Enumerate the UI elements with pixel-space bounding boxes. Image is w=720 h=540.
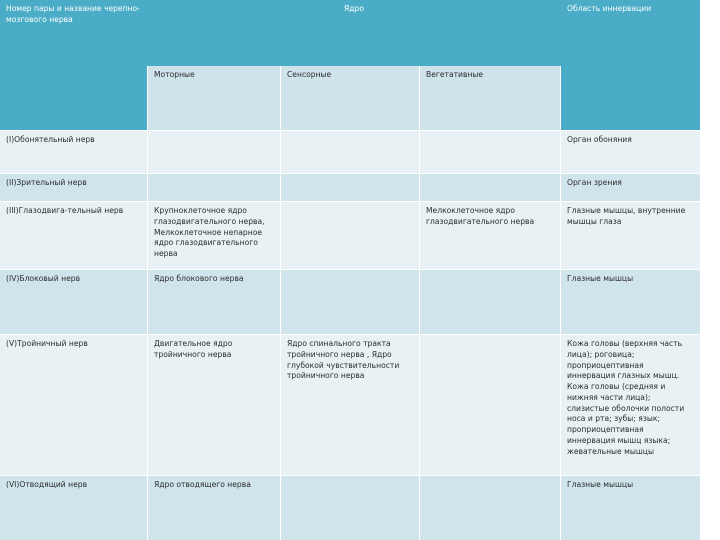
- row-1-sensory: [281, 131, 419, 173]
- row-2-sensory: [281, 174, 419, 201]
- row-3-motor: Крупноклеточное ядро глазодвигательного нерва, Мелкоклеточное непарное ядро глазодвигательного нерва: [148, 202, 280, 269]
- row-2-area: Орган зрения: [561, 174, 700, 201]
- header-vegetative: Вегетативные: [420, 66, 560, 130]
- row-3-vegetative: Мелкоклеточное ядро глазодвигательного нерва: [420, 202, 560, 269]
- row-6-area: Глазные мышцы: [561, 476, 700, 540]
- row-4-name: (IV)Блоковый нерв: [0, 270, 147, 334]
- row-5-area: Кожа головы (верхняя часть лица); роговица; проприоцептивная иннервация глазных мышц. Кожа головы (средняя и нижняя части лица); слизистые оболочки полости носа и рта; зубы; язык; проприоцептивная иннервация мышц языка; жевательные мышцы: [561, 335, 700, 475]
- row-2-vegetative: [420, 174, 560, 201]
- row-6-motor: Ядро отводящего нерва: [148, 476, 280, 540]
- row-4-vegetative: [420, 270, 560, 334]
- row-3-area: Глазные мышцы, внутренние мышцы глаза: [561, 202, 700, 269]
- row-5-motor: Двигательное ядро тройничного нерва: [148, 335, 280, 475]
- row-4-area: Глазные мышцы: [561, 270, 700, 334]
- row-4-sensory: [281, 270, 419, 334]
- row-6-vegetative: [420, 476, 560, 540]
- row-2-motor: [148, 174, 280, 201]
- header-nerve-name: Номер пары и название черепно-мозгового нерва: [0, 0, 147, 130]
- header-innervation-area: Область иннервации: [561, 0, 700, 130]
- header-motor: Моторные: [148, 66, 280, 130]
- row-6-sensory: [281, 476, 419, 540]
- row-4-motor: Ядро блокового нерва: [148, 270, 280, 334]
- row-5-name: (V)Тройничный нерв: [0, 335, 147, 475]
- row-6-name: (VI)Отводящий нерв: [0, 476, 147, 540]
- row-2-name: (II)Зрительный нерв: [0, 174, 147, 201]
- row-1-vegetative: [420, 131, 560, 173]
- header-nucleus-group: Ядро: [147, 0, 561, 66]
- row-5-vegetative: [420, 335, 560, 475]
- row-5-sensory: Ядро спинального тракта тройничного нерва , Ядро глубокой чувствительности тройничного нерва: [281, 335, 419, 475]
- row-3-name: (III)Глазодвига-тельный нерв: [0, 202, 147, 269]
- header-sensory: Сенсорные: [281, 66, 419, 130]
- row-1-area: Орган обоняния: [561, 131, 700, 173]
- row-3-sensory: [281, 202, 419, 269]
- row-1-motor: [148, 131, 280, 173]
- row-1-name: (I)Обонятельный нерв: [0, 131, 147, 173]
